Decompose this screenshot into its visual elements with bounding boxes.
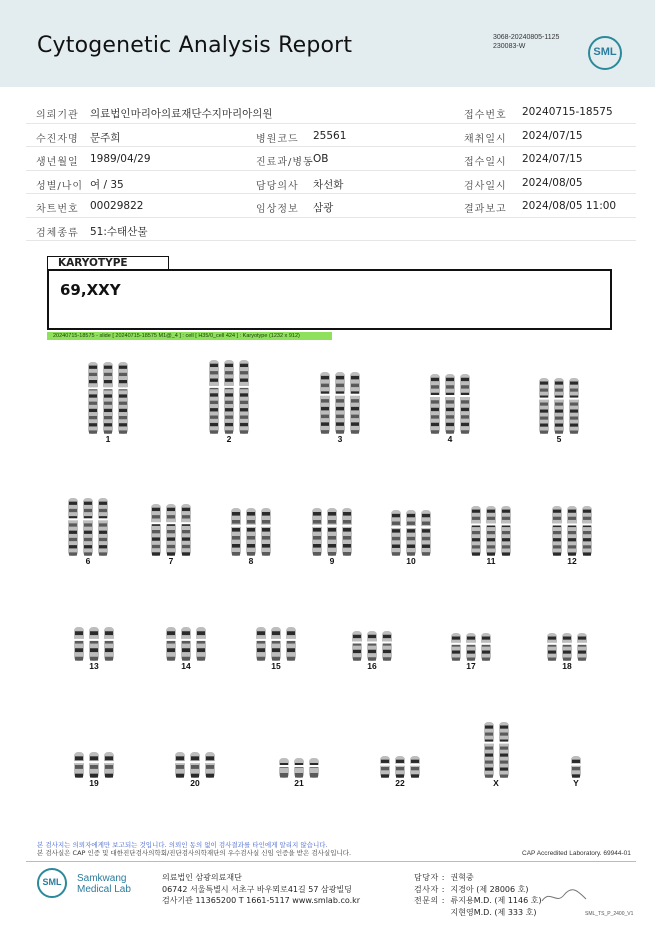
chromosome-10-group <box>389 508 433 558</box>
chromosome-16-group <box>350 629 394 663</box>
chromosome-label: 15 <box>271 661 281 671</box>
chromosome-5-group <box>537 376 581 436</box>
chromosome <box>180 627 192 661</box>
chromosome <box>102 362 114 434</box>
chromosome <box>230 508 242 556</box>
lab-foundation: 의료법인 삼광의료재단 <box>162 873 242 882</box>
chromosome-label: 12 <box>567 556 577 566</box>
result-report-value: 2024/08/05 11:00 <box>522 200 617 212</box>
chromosome <box>103 627 115 661</box>
chromosome <box>270 627 282 661</box>
footer-divider <box>26 861 636 862</box>
physician-label: 담당의사 <box>256 180 299 192</box>
chromosome-label: 16 <box>367 661 377 671</box>
staff-name: 권혁중 <box>450 873 474 882</box>
chromosome <box>103 752 115 778</box>
chromosome <box>500 506 512 556</box>
chromosome <box>117 362 129 434</box>
chromosome <box>546 633 558 661</box>
chromosome <box>551 506 563 556</box>
chromosome <box>341 508 353 556</box>
chromosome <box>238 360 250 434</box>
accession-number-label: 접수번호 <box>464 110 507 121</box>
chromosome <box>405 510 417 556</box>
chromosome-label: 8 <box>248 556 254 566</box>
chromosome-label: 11 <box>486 556 496 566</box>
chromosome <box>568 378 580 434</box>
chromosome <box>566 506 578 556</box>
chromosome <box>351 631 363 661</box>
chromosome <box>420 510 432 556</box>
chromosome-y-group <box>569 754 583 780</box>
chromosome-9-group <box>310 506 354 558</box>
chromosome-label: 5 <box>556 434 562 444</box>
accession-number-value: 20240715-18575 <box>522 106 613 118</box>
info-row <box>26 218 636 242</box>
chromosome <box>498 722 510 778</box>
staff-list <box>414 872 542 918</box>
result-report-label: 결과보고 <box>464 204 507 215</box>
report-code-2: 230083-W <box>493 43 526 50</box>
specimen-type-value: 51:수태산물 <box>90 225 148 238</box>
staff-row <box>414 895 542 907</box>
chromosome <box>278 758 290 778</box>
chromosome <box>285 627 297 661</box>
chromosome-6-group <box>66 496 110 558</box>
chromosome <box>465 633 477 661</box>
staff-name: 류지용M.D. (제 1146 호) <box>450 896 542 905</box>
chromosome-4-group <box>428 372 472 436</box>
chromosome <box>67 498 79 556</box>
chromosome-label: 21 <box>294 778 304 788</box>
chromosome-label: 17 <box>466 661 476 671</box>
chromosome <box>429 374 441 434</box>
karyotype-value: 69,XXY <box>60 281 121 299</box>
chromosome <box>245 508 257 556</box>
chromosome <box>88 752 100 778</box>
info-row <box>26 194 636 218</box>
chromosome-label: 9 <box>329 556 335 566</box>
department-label: 진료과/병동 <box>256 157 314 168</box>
chromosome <box>82 498 94 556</box>
staff-row <box>414 884 542 896</box>
chromosome <box>459 374 471 434</box>
chromosome-label: 14 <box>181 661 191 671</box>
chromosome-x-group <box>482 720 511 780</box>
document-code: SML_TS_P_2400_V1 <box>585 911 634 917</box>
chromosome <box>470 506 482 556</box>
chromosome <box>379 756 391 778</box>
karyotype-tab: KARYOTYPE <box>47 256 169 270</box>
specimen-type-label: 검체종류 <box>36 227 79 239</box>
hospital-code-label: 병원코드 <box>256 133 299 145</box>
chromosome <box>570 756 582 778</box>
chromosome <box>485 506 497 556</box>
chromosome <box>390 510 402 556</box>
chromosome-12-group <box>550 504 594 558</box>
sml-footer-logo <box>37 868 67 898</box>
chromosome-label: X <box>493 778 499 788</box>
patient-name-value: 문주희 <box>90 131 121 144</box>
chart-number-value: 00029822 <box>90 200 144 212</box>
chromosome <box>326 508 338 556</box>
chromosome <box>538 378 550 434</box>
chromosome <box>366 631 378 661</box>
lab-name-line1: Samkwang <box>77 873 127 884</box>
info-row <box>26 100 636 124</box>
chromosome-label: 19 <box>89 778 99 788</box>
chromosome <box>349 372 361 434</box>
department-value: OB <box>313 153 329 165</box>
info-row <box>26 147 636 171</box>
clinical-info-label: 임상정보 <box>256 204 299 215</box>
chromosome <box>308 758 320 778</box>
requesting-institution-value: 의료법인마리아의료재단수지마리아의원 <box>90 108 273 120</box>
birth-date-value: 1989/04/29 <box>90 153 151 165</box>
report-codes <box>493 33 559 51</box>
staff-row <box>414 872 542 884</box>
collection-date-label: 채취일시 <box>464 133 507 145</box>
chromosome-label: 7 <box>168 556 174 566</box>
chromosome-18-group <box>545 631 589 663</box>
sml-logo-text: SML <box>593 46 617 58</box>
chromosome-2-group <box>207 358 251 436</box>
chromosome <box>204 752 216 778</box>
chromosome <box>189 752 201 778</box>
info-row <box>26 171 636 195</box>
chromosome-label: 22 <box>395 778 405 788</box>
chromosome-8-group <box>229 506 273 558</box>
staff-role-label: 전문의 : <box>414 896 445 905</box>
chromosome-19-group <box>72 750 116 780</box>
info-row <box>26 124 636 148</box>
chromosome <box>260 508 272 556</box>
clinical-info-value: 삼광 <box>313 202 334 214</box>
chromosome-label: 3 <box>337 434 343 444</box>
chromosome <box>394 756 406 778</box>
chromosome <box>73 627 85 661</box>
chromosome-label: 6 <box>85 556 91 566</box>
received-date-value: 2024/07/15 <box>522 153 583 165</box>
report-code-1: 3068-20240805-1125 <box>493 34 560 41</box>
report-header <box>0 0 655 87</box>
chromosome-label: 13 <box>89 661 99 671</box>
chromosome <box>444 374 456 434</box>
test-date-value: 2024/08/05 <box>522 176 583 189</box>
sex-age-value: 여 / 35 <box>90 178 124 191</box>
footer-notice-line2: 본 검사실은 CAP 인증 및 대한진단검사의학회/진단검사의학재단의 우수검사실 신임 인증을 받은 검사실입니다. <box>37 849 352 857</box>
chromosome <box>150 504 162 556</box>
chromosome-21-group <box>277 756 321 780</box>
requesting-institution-label: 의뢰기관 <box>36 110 79 121</box>
chromosome-14-group <box>164 625 208 663</box>
chromosome <box>73 752 85 778</box>
chromosome <box>409 756 421 778</box>
chromosome <box>483 722 495 778</box>
slide-info-bar: 20240715-18575 - slide [ 20240715-18575 M1@_4 ] : cell [ H35/0_cell 424 ] : Karyotype (1232 x 912) <box>47 332 332 340</box>
chromosome <box>88 627 100 661</box>
chromosome <box>581 506 593 556</box>
patient-name-label: 수진자명 <box>36 133 79 145</box>
chromosome <box>450 633 462 661</box>
karyotype-box <box>47 269 612 330</box>
report-title: Cytogenetic Analysis Report <box>37 33 353 58</box>
chromosome-1-group <box>86 360 130 436</box>
chromosome <box>561 633 573 661</box>
lab-street-address: 06742 서울특별시 서초구 바우뫼로41길 57 삼광빌딩 <box>162 884 352 894</box>
chromosome-15-group <box>254 625 298 663</box>
chromosome <box>311 508 323 556</box>
staff-name: 지경아 (제 28006 호) <box>450 884 529 894</box>
chromosome-17-group <box>449 631 493 663</box>
footer-notice <box>37 841 351 857</box>
chromosome <box>480 633 492 661</box>
chromosome <box>97 498 109 556</box>
chromosome <box>165 627 177 661</box>
footer-notice-line1: 본 검사지는 의뢰자에게만 보고되는 것입니다. 의뢰인 동의 없이 검사결과를 타인에게 알리지 않습니다. <box>37 841 328 849</box>
chromosome <box>576 633 588 661</box>
received-date-label: 접수일시 <box>464 157 507 168</box>
chromosome <box>165 504 177 556</box>
chromosome <box>208 360 220 434</box>
chromosome <box>87 362 99 434</box>
chromosome <box>180 504 192 556</box>
lab-contact: 검사기관 11365200 T 1661-5117 www.smlab.co.kr <box>162 896 361 905</box>
collection-date-value: 2024/07/15 <box>522 129 583 142</box>
lab-address <box>162 872 360 907</box>
staff-name: 지현영M.D. (제 333 호) <box>450 907 537 917</box>
chromosome <box>381 631 393 661</box>
chromosome-13-group <box>72 625 116 663</box>
chromosome-11-group <box>469 504 513 558</box>
chromosome-label: Y <box>573 778 579 788</box>
staff-row <box>414 907 542 919</box>
staff-role-label: 검사자 : <box>414 884 445 894</box>
chromosome-label: 20 <box>190 778 200 788</box>
chromosome-label: 1 <box>105 434 111 444</box>
chromosome <box>255 627 267 661</box>
sml-footer-logo-text: SML <box>42 877 62 887</box>
lab-name <box>77 873 131 895</box>
chromosome-label: 2 <box>226 434 232 444</box>
sml-logo <box>588 36 622 70</box>
lab-name-line2: Medical Lab <box>77 884 131 895</box>
chromosome <box>223 360 235 434</box>
physician-value: 차선화 <box>313 178 344 191</box>
birth-date-label: 생년월일 <box>36 157 79 168</box>
patient-info-table <box>26 100 636 241</box>
chromosome <box>195 627 207 661</box>
signature <box>540 885 590 907</box>
test-date-label: 검사일시 <box>464 180 507 192</box>
chromosome <box>334 372 346 434</box>
chromosome-label: 4 <box>447 434 453 444</box>
chromosome <box>319 372 331 434</box>
cap-accreditation: CAP Accredited Laboratory. 69944-01 <box>522 850 631 857</box>
chart-number-label: 차트번호 <box>36 204 79 215</box>
chromosome <box>553 378 565 434</box>
chromosome-label: 18 <box>562 661 572 671</box>
chromosome-3-group <box>318 370 362 436</box>
chromosome-20-group <box>173 750 217 780</box>
sex-age-label: 성별/나이 <box>36 180 84 192</box>
chromosome-22-group <box>378 754 422 780</box>
chromosome <box>293 758 305 778</box>
hospital-code-value: 25561 <box>313 129 347 142</box>
chromosome-label: 10 <box>406 556 416 566</box>
chromosome-7-group <box>149 502 193 558</box>
chromosome <box>174 752 186 778</box>
staff-role-label: 담당자 : <box>414 873 445 882</box>
